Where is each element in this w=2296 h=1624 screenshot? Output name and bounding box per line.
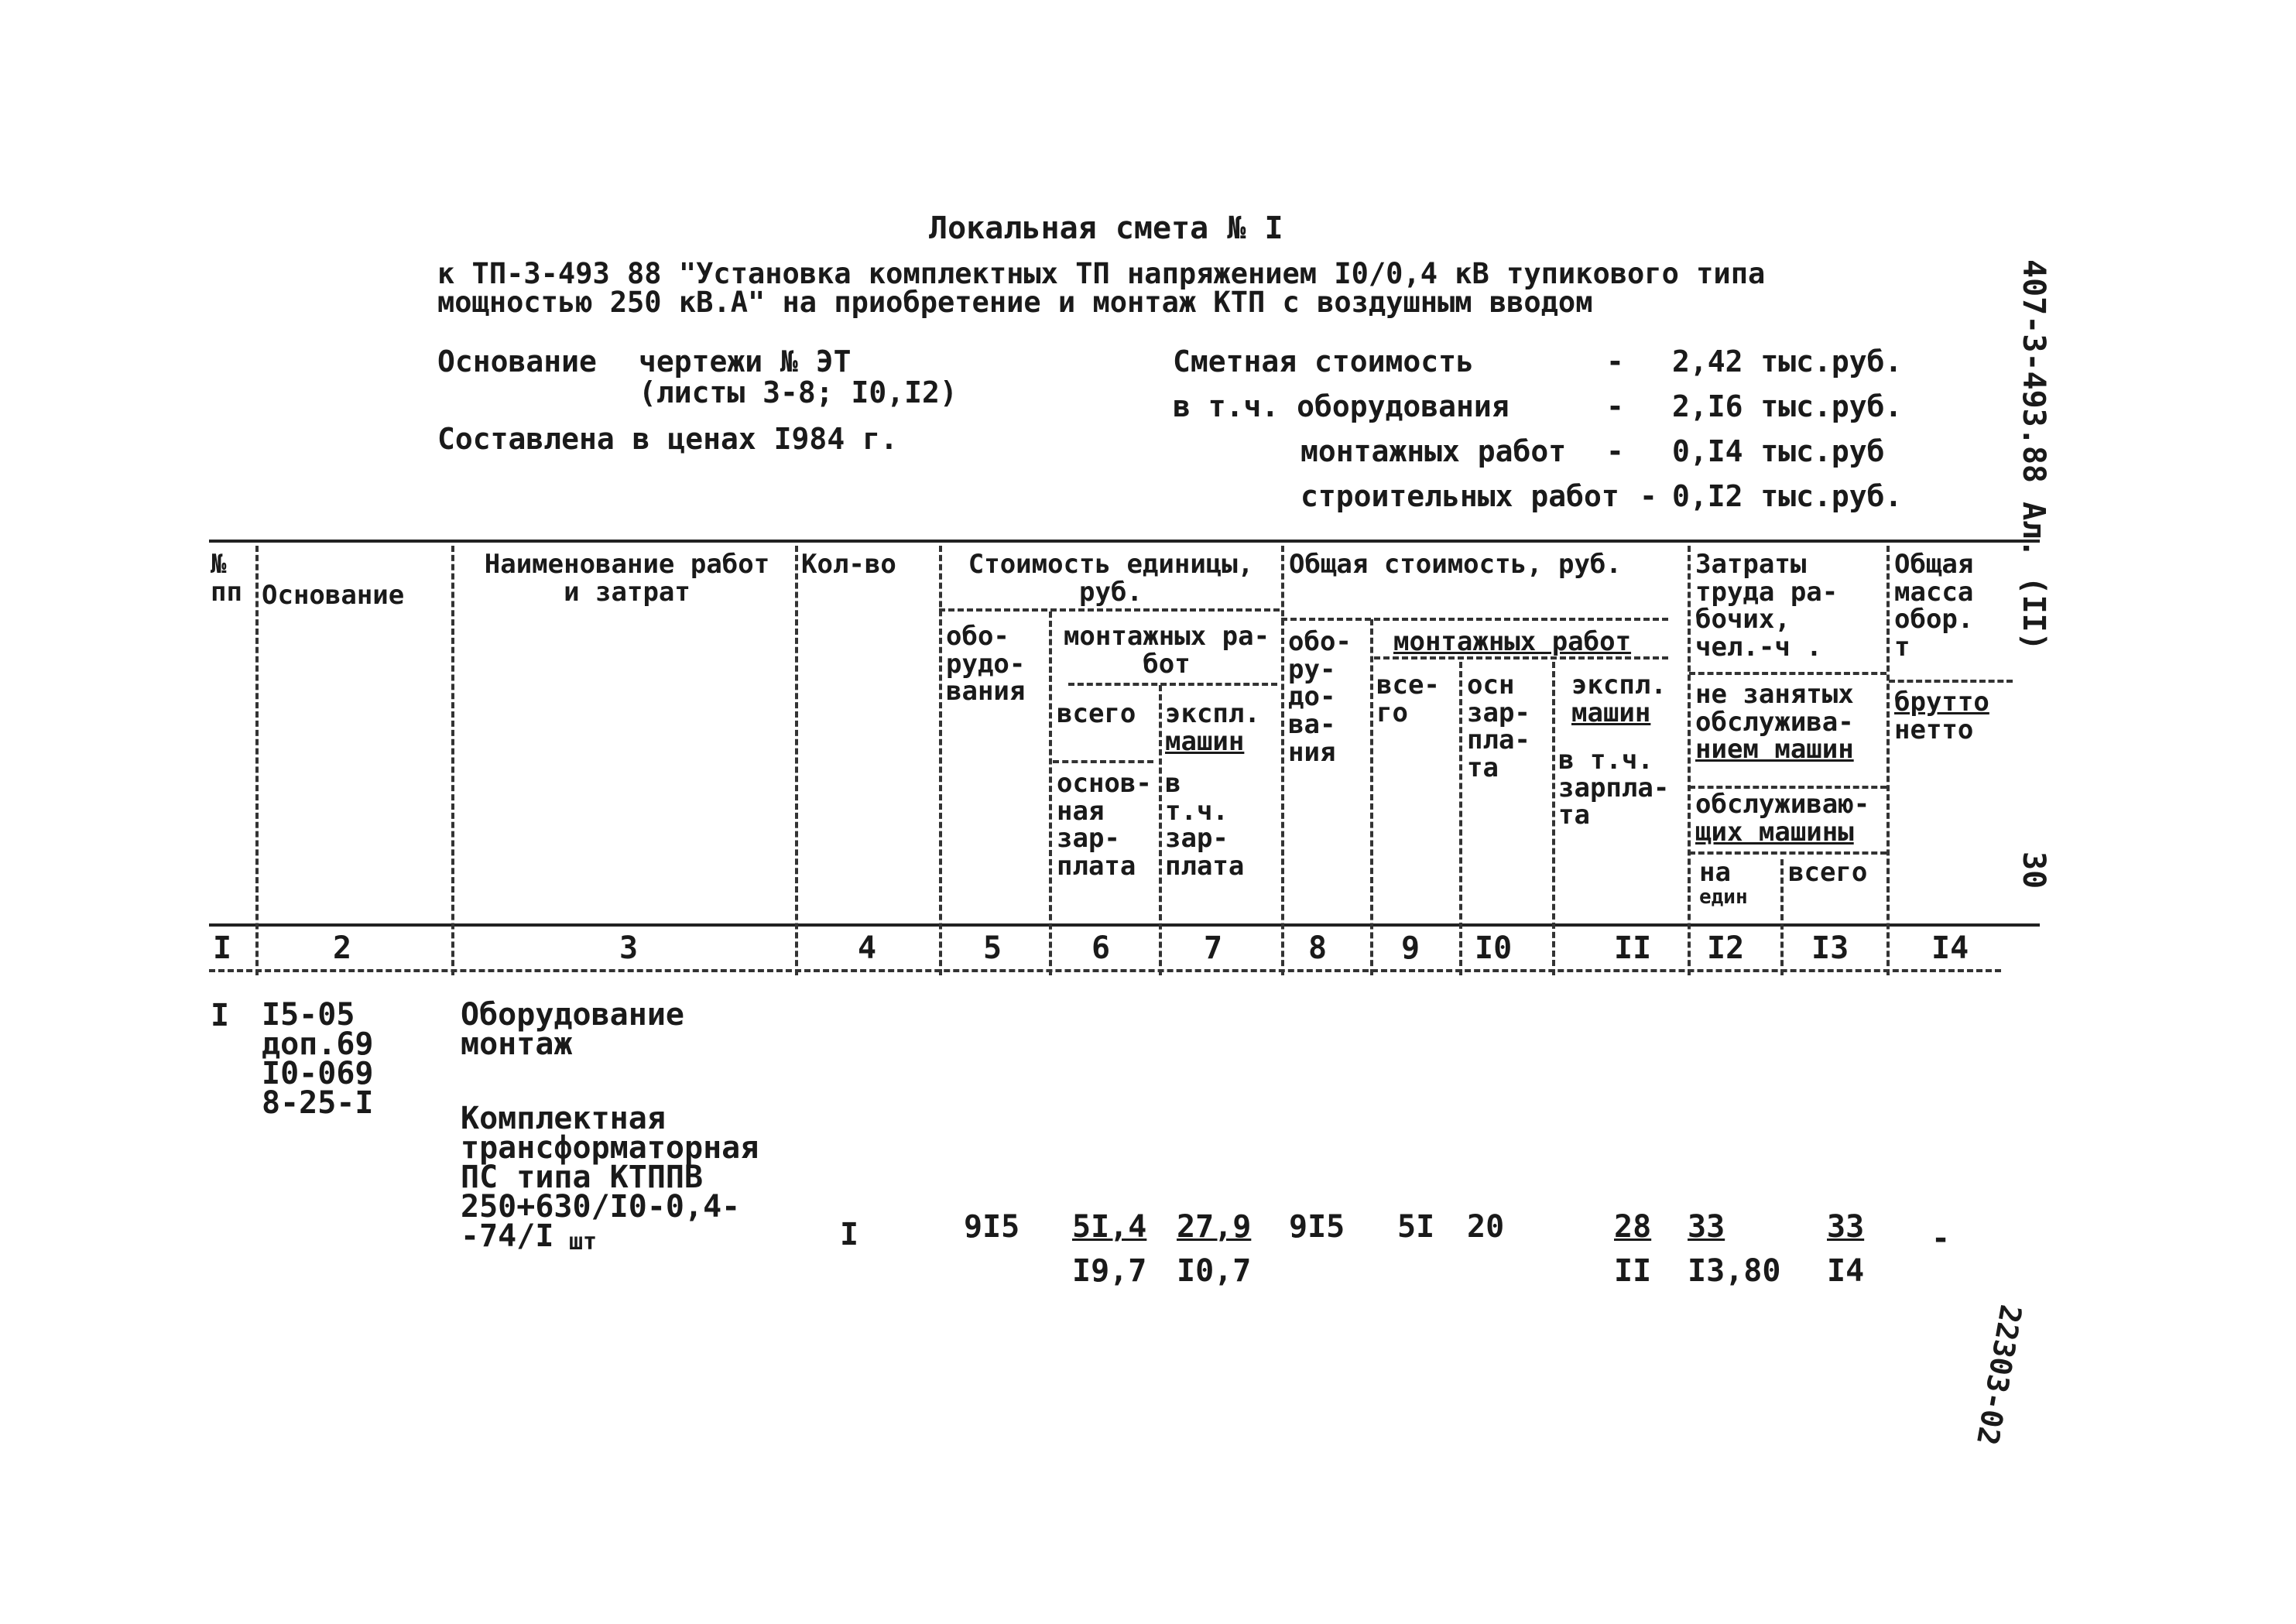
colnum-3: 3	[619, 930, 639, 966]
row-c12-bottom: I3,80	[1688, 1253, 1781, 1289]
basis-value-line2: (листы 3-8; I0,I2)	[639, 375, 958, 409]
colnum-6: 6	[1091, 930, 1111, 966]
row-basis: I5-05 доп.69 I0-069 8-25-I	[262, 997, 374, 1121]
cost-installation-dash: -	[1606, 434, 1624, 468]
col-sep-6	[1159, 685, 1162, 975]
row-unit: шт	[569, 1228, 598, 1256]
col-sep-9	[1459, 662, 1462, 975]
col-sep-3	[795, 546, 798, 975]
col-sep-5	[1049, 612, 1052, 975]
subject-line-2: мощностью 250 кВ.А" на приобретение и монтаж КТП с воздушным вводом	[437, 286, 1593, 319]
hdr-col8: обо- ру- до- ва- ния	[1288, 626, 1352, 768]
subject-line-1: к ТП-3-493 88 "Установка комплектных ТП напряжением I0/0,4 кВ тупикового типа	[437, 257, 1766, 290]
col-sep-10	[1552, 662, 1555, 975]
cost-equipment-value: 2,I6 тыс.руб.	[1672, 389, 1903, 423]
colnum-13: I3	[1811, 930, 1849, 966]
colnum-10: I0	[1475, 930, 1513, 966]
row-c7-bottom: I0,7	[1177, 1253, 1252, 1289]
hdr-col4: Кол-во	[801, 549, 896, 580]
cost-equipment-dash: -	[1606, 389, 1624, 423]
col-sep-13	[1886, 546, 1890, 975]
side-document-code: 407-3-493.88 Ал. (II)	[2016, 259, 2051, 651]
row-qty: I	[840, 1217, 859, 1252]
colnum-5: 5	[983, 930, 1002, 966]
hdr-col3: Наименование работ и затрат	[484, 549, 770, 608]
row-c14: -	[1931, 1221, 1951, 1256]
cost-installation-label: монтажных работ	[1300, 434, 1567, 468]
colnum-7: 7	[1204, 930, 1223, 966]
hdr-col13: всего	[1788, 857, 1868, 888]
hdr-col6: всего	[1057, 698, 1136, 729]
cost-construction-label: строительных работ	[1300, 479, 1619, 513]
hdr-col7-sub: в т.ч. зар- плата	[1165, 768, 1245, 882]
row-c13-bottom: I4	[1827, 1253, 1865, 1289]
page-title: Локальная смета № I	[929, 211, 1283, 246]
cost-installation-value: 0,I4 тыс.руб	[1672, 434, 1885, 468]
row-number: I	[211, 998, 230, 1033]
hdr-total-cost-group: Общая стоимость, руб.	[1289, 549, 1622, 580]
hdr-col6-sub: основ- ная зар- плата	[1057, 768, 1152, 882]
cost-construction-value: 0,I2 тыс.руб.	[1672, 479, 1903, 513]
hdr-col12: на един	[1699, 857, 1748, 909]
rule-total-cost-group	[1281, 618, 1668, 621]
rule-unit-cost-group	[939, 608, 1280, 612]
colnum-2: 2	[333, 930, 352, 966]
cost-total-value: 2,42 тыс.руб.	[1672, 344, 1903, 379]
col-sep-2	[451, 546, 454, 975]
row-c12-top: 33	[1688, 1209, 1725, 1245]
rule-mass	[1889, 680, 2013, 683]
row-c5: 9I5	[964, 1209, 1020, 1245]
row-c13-top: 33	[1827, 1209, 1865, 1245]
row-c10: 20	[1467, 1209, 1505, 1245]
col-sep-1	[255, 546, 259, 975]
row-c8: 9I5	[1289, 1209, 1345, 1245]
row-c6-bottom: I9,7	[1072, 1253, 1147, 1289]
hdr-labour-serving: обслуживаю- щих машины	[1695, 789, 1870, 848]
col-sep-7	[1281, 546, 1284, 975]
basis-label: Основание	[437, 344, 597, 379]
row-c7-top: 27,9	[1177, 1209, 1252, 1245]
cost-total-dash: -	[1606, 344, 1624, 379]
hdr-total-install-group: монтажных работ	[1393, 626, 1632, 657]
hdr-col14: брутто нетто	[1894, 687, 1989, 745]
hdr-col11: экспл. машин	[1571, 670, 1667, 728]
cost-total-label: Сметная стоимость	[1173, 344, 1474, 379]
hdr-col5: обо- рудо- вания	[946, 621, 1026, 708]
colnum-8: 8	[1308, 930, 1328, 966]
hdr-mass-group: Общая масса обор. т	[1894, 549, 1974, 663]
cost-construction-dash: -	[1640, 479, 1657, 513]
col-sep-12	[1780, 859, 1784, 975]
colnum-1: I	[213, 930, 232, 966]
hdr-col2: Основание	[262, 580, 405, 611]
hdr-col1: № пп	[211, 549, 242, 608]
hdr-labour-group: Затраты труда ра- бочих, чел.-ч .	[1695, 549, 1839, 663]
table-header-bottom-rule	[209, 923, 2040, 927]
colnum-14: I4	[1931, 930, 1969, 966]
row-c11-bottom: II	[1614, 1253, 1652, 1289]
row-c9: 5I	[1397, 1209, 1435, 1245]
col-sep-11	[1688, 546, 1691, 975]
row-c11-top: 28	[1614, 1209, 1652, 1245]
hdr-unit-cost-group: Стоимость единицы, руб.	[968, 549, 1254, 608]
cost-equipment-label: в т.ч. оборудования	[1173, 389, 1510, 423]
row-c6-top: 5I,4	[1072, 1209, 1147, 1245]
hdr-col10: осн зар- пла- та	[1467, 670, 1530, 784]
colnum-4: 4	[858, 930, 877, 966]
basis-value-line1: чертежи № ЭТ	[639, 344, 852, 379]
colnum-11: II	[1614, 930, 1652, 966]
table-colnum-bottom-rule	[209, 969, 2001, 972]
side-page-number: 30	[2016, 851, 2051, 889]
col-sep-8	[1370, 619, 1373, 975]
rule-install-group	[1068, 683, 1277, 686]
hdr-labour-not-busy: не занятых обслужива- нием машин	[1695, 679, 1854, 766]
hdr-col7: экспл. машин	[1165, 698, 1260, 757]
rule-col6-split	[1053, 760, 1153, 763]
side-archive-code: 22303-02	[1969, 1302, 2028, 1448]
hdr-col9: все- го	[1376, 670, 1440, 728]
colnum-12: I2	[1707, 930, 1745, 966]
hdr-install-group: монтажных ра- бот	[1063, 621, 1270, 680]
col-sep-4	[939, 546, 942, 975]
table-top-rule	[209, 540, 2040, 543]
colnum-9: 9	[1401, 930, 1420, 966]
rule-labour-c	[1689, 851, 1886, 855]
rule-labour-a	[1689, 672, 1886, 675]
prices-line: Составлена в ценах I984 г.	[437, 422, 898, 456]
hdr-col11-sub: в т.ч. зарпла- та	[1558, 745, 1670, 831]
row-name: Оборудование монтаж Комплектная трансформаторная ПС типа КТППВ 250+630/I0-0,4- -74/I	[461, 997, 759, 1254]
